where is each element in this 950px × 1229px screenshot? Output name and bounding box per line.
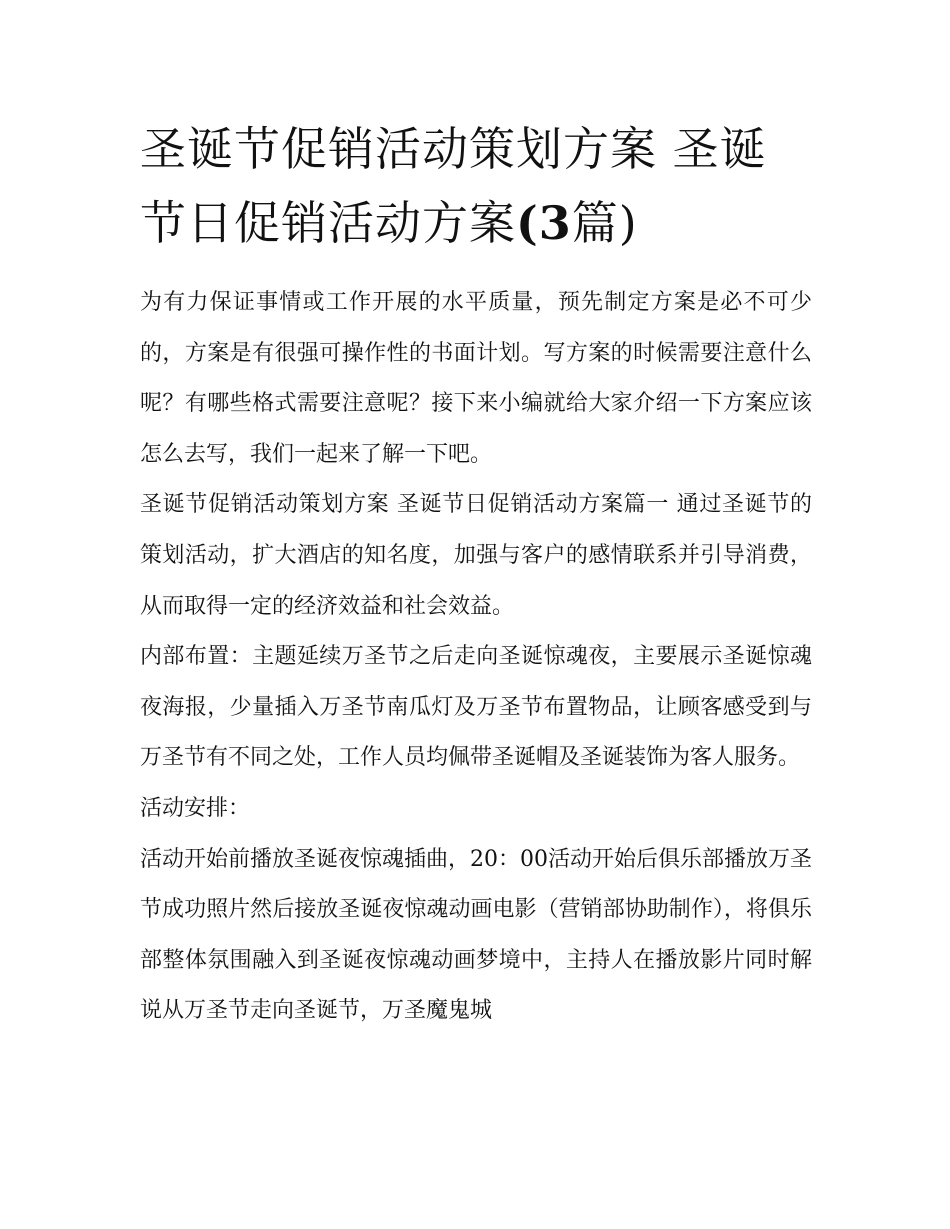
interior-layout-paragraph: 内部布置：主题延续万圣节之后走向圣诞惊魂夜，主要展示圣诞惊魂夜海报，少量插入万圣节南瓜灯及万圣节布置物品，让顾客感受到与万圣节有不同之处，工作人员均佩带圣诞帽及圣诞装饰为客人服务。 [140, 644, 812, 771]
title-suffix: 篇) [571, 196, 638, 250]
title-count: (3 [516, 196, 572, 250]
activity-paragraph: 活动开始前播放圣诞夜惊魂插曲，20：00活动开始后俱乐部播放万圣节成功照片然后接放圣诞夜惊魂动画电影（营销部协助制作），将俱乐部整体氛围融入到圣诞夜惊魂动画梦境中，主持人在播放影片同时解说从万圣节走向圣诞节，万圣魔鬼城 [140, 846, 812, 1024]
document-body [140, 112, 812, 1037]
intro-paragraph: 为有力保证事情或工作开展的水平质量，预先制定方案是必不可少的，方案是有很强可操作性的书面计划。写方案的时候需要注意什么呢？有哪些格式需要注意呢？接下来小编就给大家介绍一下方案应该怎么去写，我们一起来了解一下吧。 [140, 290, 812, 467]
document-title [140, 112, 812, 260]
activity-heading: 活动安排： [140, 795, 251, 821]
title-text: 圣诞节促销活动策划方案 圣诞节日促销活动方案 [140, 122, 767, 250]
section-one-paragraph: 圣诞节促销活动策划方案 圣诞节日促销活动方案篇一 通过圣诞节的策划活动，扩大酒店的知名度，加强与客户的感情联系并引导消费，从而取得一定的经济效益和社会效益。 [140, 492, 812, 619]
